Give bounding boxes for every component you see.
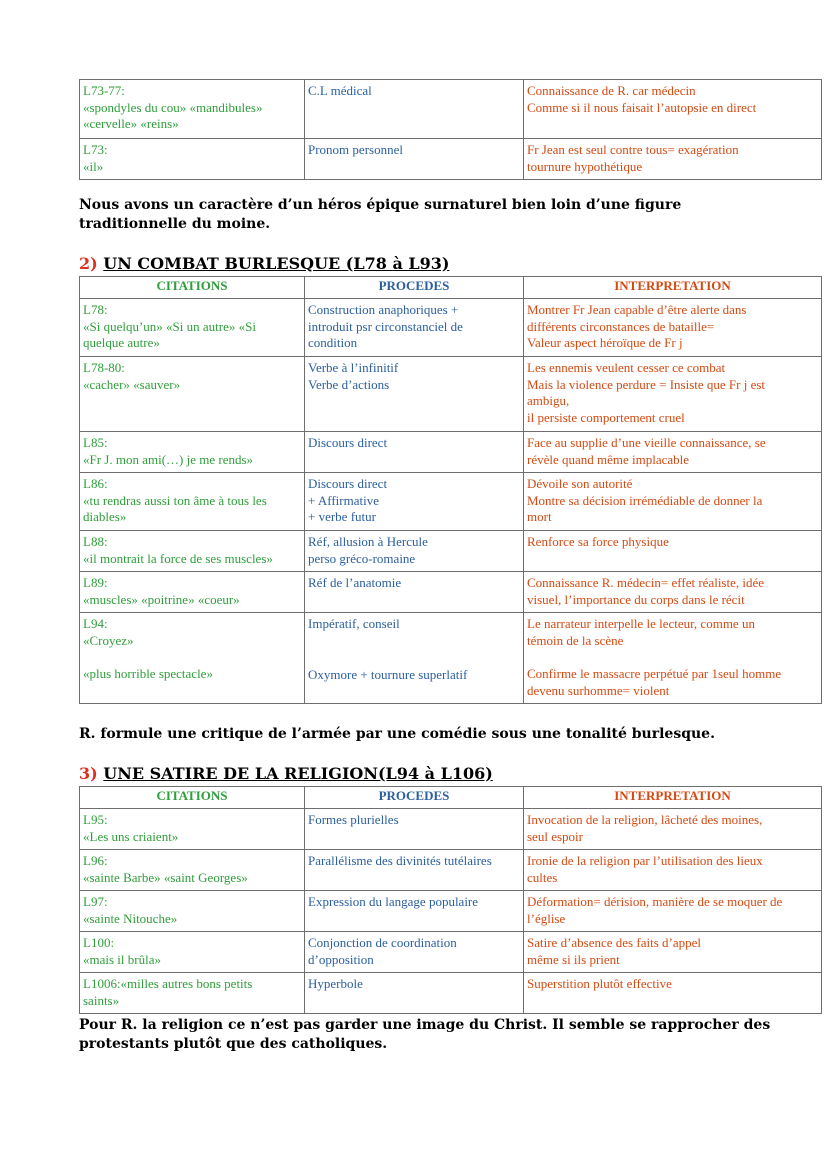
citation-cell [80,932,305,973]
cell-line: introduit psr circonstanciel de [308,318,463,334]
cell-line: témoin de la scène [527,632,624,648]
cell-line: Comme si il nous faisait l’autopsie en direct [527,99,757,115]
cell-line: il persiste comportement cruel [527,409,685,425]
interpretation-cell [524,357,822,432]
procede-cell [305,139,524,180]
cell-line: Conjonction de coordination [308,935,457,950]
procede-cell [305,473,524,531]
procede-cell [305,432,524,473]
procede-cell [305,973,524,1014]
procede-cell [305,891,524,932]
cell-spacer [308,650,520,667]
procede-cell [305,299,524,357]
procede-cell [305,572,524,613]
table-row [80,809,822,850]
header-procedes: PROCEDES [305,277,524,299]
cell-line: «cervelle» «reins» [83,116,179,131]
cell-line: L95: [83,812,108,827]
cell-line: Formes plurielles [308,812,399,827]
cell-line: «mais il brûla» [83,951,161,967]
section-3-heading [79,764,493,784]
cell-line: Renforce sa force physique [527,534,669,549]
cell-line: L89: [83,575,108,590]
cell-line: L1006:«milles autres bons petits [83,976,253,991]
citation-cell [80,357,305,432]
cell-line: Verbe d’actions [308,376,390,392]
procede-cell [305,357,524,432]
interpretation-cell [524,473,822,531]
cell-line: tournure hypothétique [527,158,643,174]
cell-line: «Si quelqu’un» «Si un autre» «Si [83,318,256,334]
cell-line: «Croyez» [83,632,134,648]
cell-line: Discours direct [308,435,388,450]
interpretation-cell [524,932,822,973]
cell-line: Mais la violence perdure = Insiste que Fr j est [527,376,766,392]
header-citations: CITATIONS [80,787,305,809]
cell-line: «spondyles du cou» «mandibules» [83,99,263,115]
cell-line: ambigu, [527,393,570,408]
table-row [80,299,822,357]
cell-line: visuel, l’importance du corps dans le récit [527,591,745,607]
cell-line: + Affirmative [308,492,379,508]
table-row [80,357,822,432]
citation-cell [80,973,305,1014]
cell-line: L88: [83,534,108,549]
citation-cell [80,809,305,850]
citation-cell [80,139,305,180]
cell-line: «plus horrible spectacle» [83,666,213,681]
cell-line: «il» [83,158,104,174]
cell-line: Montrer Fr Jean capable d’être alerte dans [527,302,747,317]
cell-line: «Fr J. mon ami(…) je me rends» [83,451,254,467]
interpretation-cell [524,572,822,613]
cell-line: Face au supplie d’une vieille connaissance, se [527,435,766,450]
citation-cell [80,531,305,572]
cell-line: Superstition plutôt effective [527,976,672,991]
citation-cell [80,891,305,932]
interpretation-cell [524,432,822,473]
cell-line: Satire d’absence des faits d’appel [527,935,701,950]
section-number: 2) [79,254,98,273]
cell-line: L73: [83,142,108,157]
table-row [80,531,822,572]
table-row [80,932,822,973]
procede-cell [305,613,524,704]
table-header-row [80,787,822,809]
table-header-row [80,277,822,299]
cell-line: Réf de l’anatomie [308,575,402,590]
cell-line: L96: [83,853,108,868]
procede-cell [305,531,524,572]
interpretation-cell [524,139,822,180]
section-title: UNE SATIRE DE LA RELIGION(L94 à L106) [103,764,493,783]
cell-line: Réf, allusion à Hercule [308,534,428,549]
header-procedes: PROCEDES [305,787,524,809]
cell-line: Montre sa décision irrémédiable de donner la [527,492,763,508]
cell-line: condition [308,335,358,350]
cell-line: l’église [527,910,566,926]
interpretation-cell [524,613,822,704]
cell-line: + verbe futur [308,509,376,524]
cell-line: Fr Jean est seul contre tous= exagération [527,142,739,157]
table-row [80,973,822,1014]
procede-cell [305,850,524,891]
header-interpretation: INTERPRETATION [524,787,822,809]
interpretation-cell [524,891,822,932]
header-citations: CITATIONS [80,277,305,299]
table-row [80,850,822,891]
citation-cell [80,80,305,139]
interpretation-cell [524,299,822,357]
cell-line: «tu rendras aussi ton âme à tous les [83,492,267,508]
cell-line: cultes [527,869,558,885]
cell-line: devenu surhomme= violent [527,682,670,698]
cell-line: mort [527,509,552,524]
citation-cell [80,613,305,704]
cell-line: Les ennemis veulent cesser ce combat [527,360,726,375]
cell-line: L78-80: [83,360,125,375]
cell-line: C.L médical [308,83,372,98]
cell-line: Parallélisme des divinités tutélaires [308,853,492,868]
citation-cell [80,432,305,473]
interpretation-cell [524,973,822,1014]
table-row [80,891,822,932]
cell-line: révèle quand même implacable [527,451,690,467]
citation-cell [80,572,305,613]
cell-line: «muscles» «poitrine» «coeur» [83,591,240,607]
citation-cell [80,850,305,891]
cell-line: Expression du langage populaire [308,894,479,909]
cell-line: saints» [83,992,120,1008]
cell-line: Construction anaphoriques + [308,302,459,317]
cell-spacer [83,649,301,666]
interpretation-cell [524,809,822,850]
table-row [80,613,822,704]
section-title: UN COMBAT BURLESQUE (L78 à L93) [103,254,450,273]
procede-cell [305,809,524,850]
cell-line: L73-77: [83,83,125,98]
procede-cell [305,80,524,139]
conclusion-paragraph-1: Nous avons un caractère d’un héros épique surnaturel bien loin d’une figure traditionnelle du moine. [79,197,682,232]
table-row [80,432,822,473]
cell-line: L85: [83,435,108,450]
cell-line: perso gréco-romaine [308,550,416,566]
cell-line: Valeur aspect héroïque de Fr j [527,335,683,350]
cell-line: Invocation de la religion, lâcheté des moines, [527,812,763,827]
interpretation-cell [524,531,822,572]
cell-line: Impératif, conseil [308,616,400,631]
table-row [80,473,822,531]
cell-line: L78: [83,302,108,317]
cell-line: «cacher» «sauver» [83,376,181,392]
cell-spacer [308,633,520,650]
cell-line: diables» [83,509,127,524]
cell-line: L100: [83,935,115,950]
conclusion-paragraph-2: R. formule une critique de l’armée par une comédie sous une tonalité burlesque. [79,726,715,742]
table-row [80,80,822,139]
citation-cell [80,473,305,531]
section-number: 3) [79,764,98,783]
cell-line: L94: [83,616,108,631]
cell-line: d’opposition [308,951,374,967]
table-row [80,139,822,180]
cell-line: seul espoir [527,828,583,844]
table-row [80,572,822,613]
cell-line: Oxymore + tournure superlatif [308,666,468,682]
cell-line: même si ils prient [527,951,620,967]
cell-line: Pronom personnel [308,142,403,157]
table-satire-religion [79,786,822,1014]
cell-line: Hyperbole [308,976,363,991]
cell-line: Connaissance R. médecin= effet réaliste, idée [527,575,765,590]
cell-line: Discours direct [308,476,388,491]
table-combat-burlesque [79,276,822,704]
cell-line: Ironie de la religion par l’utilisation des lieux [527,853,763,868]
cell-line: «il montrait la force de ses muscles» [83,550,273,566]
table-part-1 [79,79,822,180]
procede-cell [305,932,524,973]
interpretation-cell [524,80,822,139]
cell-line: «sainte Barbe» «saint Georges» [83,869,248,885]
cell-line: «sainte Nitouche» [83,910,178,926]
citation-cell [80,299,305,357]
cell-line: L86: [83,476,108,491]
conclusion-paragraph-3: Pour R. la religion ce n’est pas garder une image du Christ. Il semble se rapprocher des protestants plutôt que des catholiques. [79,1017,771,1052]
section-2-heading [79,254,449,274]
cell-line: Le narrateur interpelle le lecteur, comme un [527,616,755,631]
cell-line: L97: [83,894,108,909]
cell-line: Dévoile son autorité [527,476,633,491]
cell-line: quelque autre» [83,335,160,350]
cell-line: «Les uns criaient» [83,828,179,844]
cell-line: Confirme le massacre perpétué par 1seul homme [527,666,782,681]
header-interpretation: INTERPRETATION [524,277,822,299]
cell-line: Verbe à l’infinitif [308,360,399,375]
cell-spacer [527,649,818,666]
cell-line: différents circonstances de bataille= [527,318,715,334]
cell-line: Connaissance de R. car médecin [527,83,696,98]
interpretation-cell [524,850,822,891]
cell-line: Déformation= dérision, manière de se moquer de [527,894,783,909]
